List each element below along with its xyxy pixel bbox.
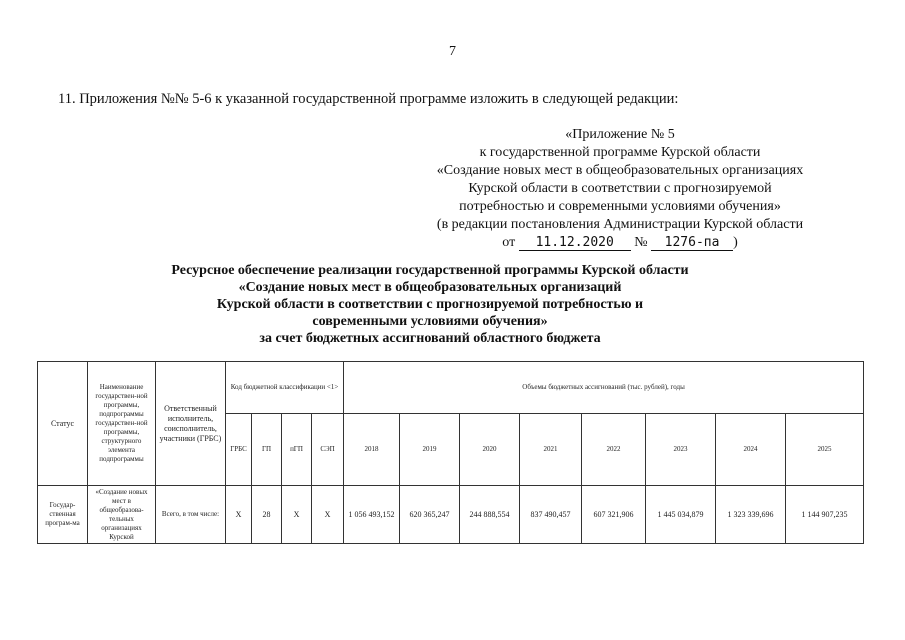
close-paren: ) (733, 235, 738, 250)
header-status: Статус (38, 362, 88, 486)
header-executor: Ответственный исполнитель, соисполнитель, участники (ГРБС) (156, 362, 226, 486)
table-row (38, 486, 864, 544)
row-value: 620 365,247 (400, 486, 460, 544)
page-number: 7 (449, 44, 456, 59)
header-code-col: пГП (282, 414, 312, 486)
row-code: 28 (252, 486, 282, 544)
header-code-col: ГРБС (226, 414, 252, 486)
title-line: современными условиями обучения» (312, 314, 548, 329)
appendix-line: Курской области в соответствии с прогнозируемой (468, 181, 772, 196)
row-value: 837 490,457 (520, 486, 582, 544)
appendix-line: «Приложение № 5 (565, 127, 675, 142)
row-code: Х (312, 486, 344, 544)
row-code: Х (226, 486, 252, 544)
row-value: 1 445 034,879 (646, 486, 716, 544)
decree-number: 1276-па (651, 235, 733, 251)
header-code-col: ГП (252, 414, 282, 486)
header-year: 2018 (344, 414, 400, 486)
header-code-col: СЭП (312, 414, 344, 486)
header-year: 2022 (582, 414, 646, 486)
document-title (80, 262, 780, 347)
header-year: 2020 (460, 414, 520, 486)
title-line: за счет бюджетных ассигнований областного бюджета (259, 331, 601, 346)
header-volumes: Объемы бюджетных ассигнований (тыс. рублей), годы (344, 362, 864, 414)
header-year: 2023 (646, 414, 716, 486)
row-name: «Создание новых мест в общеобразова-тельных организациях Курской (88, 486, 156, 544)
title-line: Курской области в соответствии с прогнозируемой потребностью и (216, 297, 644, 312)
header-name: Наименование государствен-ной программы, подпрограммы государствен-ной программы, структурного элемента подпрограммы (88, 362, 156, 486)
header-year: 2019 (400, 414, 460, 486)
appendix-date-line (400, 234, 840, 252)
header-year: 2025 (786, 414, 864, 486)
appendix-header (400, 126, 840, 252)
row-value: 1 056 493,152 (344, 486, 400, 544)
appendix-line: потребностью и современными условиями обучения» (459, 199, 781, 214)
row-executor: Всего, в том числе: (156, 486, 226, 544)
intro-paragraph: 11. Приложения №№ 5-6 к указанной государственной программе изложить в следующей редакции: (58, 91, 679, 107)
row-code: Х (282, 486, 312, 544)
row-status: Государ-ственная програм-ма (38, 486, 88, 544)
row-value: 1 144 907,235 (786, 486, 864, 544)
header-year: 2021 (520, 414, 582, 486)
appendix-line: «Создание новых мест в общеобразовательных организациях (436, 163, 804, 178)
resource-table (37, 361, 864, 544)
header-budget-code: Код бюджетной классификации <1> (226, 362, 344, 414)
decree-date: 11.12.2020 (519, 235, 631, 251)
row-value: 244 888,554 (460, 486, 520, 544)
header-year: 2024 (716, 414, 786, 486)
row-value: 1 323 339,696 (716, 486, 786, 544)
title-line: Ресурсное обеспечение реализации государственной программы Курской области (171, 263, 689, 278)
appendix-line: к государственной программе Курской области (479, 145, 761, 160)
title-line: «Создание новых мест в общеобразовательных организаций (238, 280, 622, 295)
from-label: от (502, 235, 516, 250)
number-label: № (634, 235, 648, 250)
row-value: 607 321,906 (582, 486, 646, 544)
appendix-line: (в редакции постановления Администрации Курской области (436, 217, 804, 232)
